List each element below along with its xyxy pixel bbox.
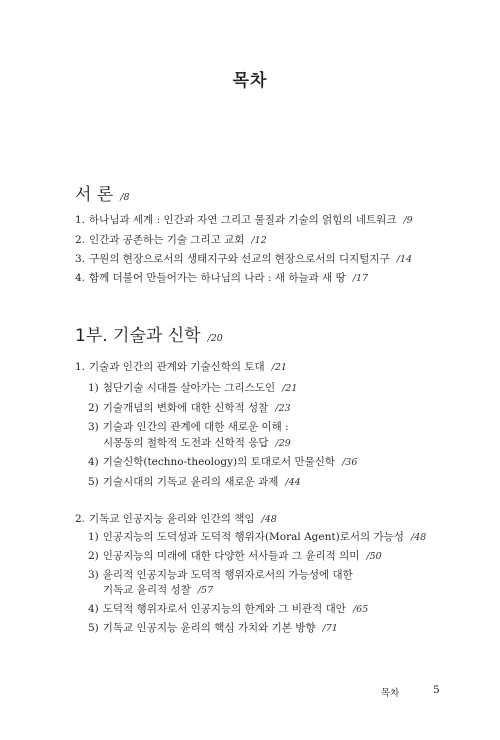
intro-heading [75, 180, 130, 205]
intro-item-2[interactable]: 2. 인간과 공존하는 기술 그리고 교회 /12 [75, 234, 267, 246]
entry-text: 인간과 공존하는 기술 그리고 교회 [89, 234, 245, 246]
chapter-2-item-4[interactable]: 4) 도덕적 행위자로서 인공지능의 한계와 그 비관적 대안 /65 [88, 603, 369, 615]
entry-page: /9 [403, 215, 413, 226]
entry-text: 기술시대의 기독교 윤리의 새로운 과제 [102, 476, 279, 488]
toc-title: 목차 [232, 71, 268, 91]
chapter-2-item-3[interactable]: 3) 윤리적 인공지능과 도덕적 행위자로서의 가능성에 대한 [88, 569, 353, 581]
chapter-1-item-3[interactable]: 3) 기술과 인간의 관계에 대한 새로운 이해 : [88, 421, 289, 433]
entry-page: /65 [352, 604, 369, 615]
entry-text: 첨단기술 시대를 살아가는 그리스도인 [102, 382, 276, 394]
entry-text: 기술개념의 변화에 대한 신학적 성찰 [102, 402, 269, 414]
chapter-2-item-1[interactable]: 1) 인공지능의 도덕성과 도덕적 행위자(Moral Agent)로서의 가능성 /48 [88, 531, 427, 543]
chapter-1-item-4[interactable]: 4) 기술신학(techno-theology)의 토대로서 만물신학 /36 [88, 456, 358, 468]
chapter-2-item-3-cont[interactable] [103, 583, 213, 598]
entry-text: 기독교 인공지능 윤리의 핵심 가치와 기본 방향 [102, 622, 316, 634]
chapter-2-item-5[interactable]: 5) 기독교 인공지능 윤리의 핵심 가치와 기본 방향 /71 [88, 622, 338, 634]
entry-page: /71 [322, 623, 338, 634]
intro-item-1[interactable]: 1. 하나님과 세계 : 인간과 자연 그리고 물질과 기술의 얽힘의 네트워크 /9 [75, 214, 413, 226]
entry-text: 함께 더불어 만들어가는 하나님의 나라 : 새 하늘과 새 땅 [89, 272, 346, 284]
chapter-2[interactable]: 2. 기독교 인공지능 윤리와 인간의 책임 /48 [75, 513, 277, 525]
entry-page: /17 [352, 273, 369, 284]
chapter-1-item-2[interactable]: 2) 기술개념의 변화에 대한 신학적 성찰 /23 [88, 402, 291, 414]
entry-text: 기독교 윤리적 성찰 [103, 584, 191, 596]
entry-text: 시몽동의 철학적 도전과 신학적 응답 [103, 437, 269, 449]
intro-item-4[interactable]: 4. 함께 더불어 만들어가는 하나님의 나라 : 새 하늘과 새 땅 /17 [75, 272, 369, 284]
intro-item-3[interactable]: 3. 구원의 현장으로서의 생태지구와 선교의 현장으로서의 디지털지구 /14 [75, 253, 413, 265]
entry-page: /21 [282, 383, 298, 394]
entry-text: 인공지능의 미래에 대한 다양한 서사들과 그 윤리적 의미 [102, 550, 360, 562]
chapter-title: 기독교 인공지능 윤리와 인간의 책임 [89, 513, 255, 525]
chapter-1-item-1[interactable]: 1) 첨단기술 시대를 살아가는 그리스도인 /21 [88, 382, 298, 394]
intro-page: /8 [120, 192, 130, 203]
entry-page: /50 [366, 551, 382, 562]
chapter-1[interactable]: 1. 기술과 인간의 관계와 기술신학의 토대 /21 [75, 361, 287, 373]
entry-text: 기술신학(techno-theology)의 토대로서 만물신학 [102, 456, 336, 468]
entry-text: 윤리적 인공지능과 도덕적 행위자로서의 가능성에 대한 [102, 569, 353, 581]
chapter-2-item-2[interactable]: 2) 인공지능의 미래에 대한 다양한 서사들과 그 윤리적 의미 /50 [88, 550, 382, 562]
entry-text: 인공지능의 도덕성과 도덕적 행위자(Moral Agent)로서의 가능성 [102, 531, 404, 543]
entry-page: /36 [342, 457, 358, 468]
chapter-1-item-3-cont[interactable] [103, 436, 291, 451]
entry-page: /29 [275, 438, 291, 449]
entry-page: /14 [396, 254, 413, 265]
entry-text: 구원의 현장으로서의 생태지구와 선교의 현장으로서의 디지털지구 [89, 253, 390, 265]
entry-page: /23 [275, 403, 291, 414]
running-footer: 목차 [381, 688, 400, 699]
part1-title: 1부. 기술과 신학 [75, 326, 201, 346]
intro-title: 서 론 [75, 185, 114, 205]
page-number: 5 [433, 684, 440, 696]
entry-page: /12 [251, 235, 267, 246]
entry-text: 하나님과 세계 : 인간과 자연 그리고 물질과 기술의 얽힘의 네트워크 [89, 214, 397, 226]
entry-page: /21 [271, 362, 287, 373]
entry-text: 도덕적 행위자로서 인공지능의 한계와 그 비관적 대안 [102, 603, 346, 615]
chapter-1-item-5[interactable]: 5) 기술시대의 기독교 윤리의 새로운 과제 /44 [88, 476, 301, 488]
entry-page: /48 [410, 532, 427, 543]
entry-text: 기술과 인간의 관계에 대한 새로운 이해 : [102, 421, 289, 433]
entry-page: /48 [261, 514, 277, 525]
chapter-title: 기술과 인간의 관계와 기술신학의 토대 [89, 361, 265, 373]
entry-page: /44 [285, 477, 301, 488]
entry-page: /57 [197, 585, 214, 596]
part1-heading [75, 321, 223, 346]
part1-page: /20 [207, 333, 223, 344]
